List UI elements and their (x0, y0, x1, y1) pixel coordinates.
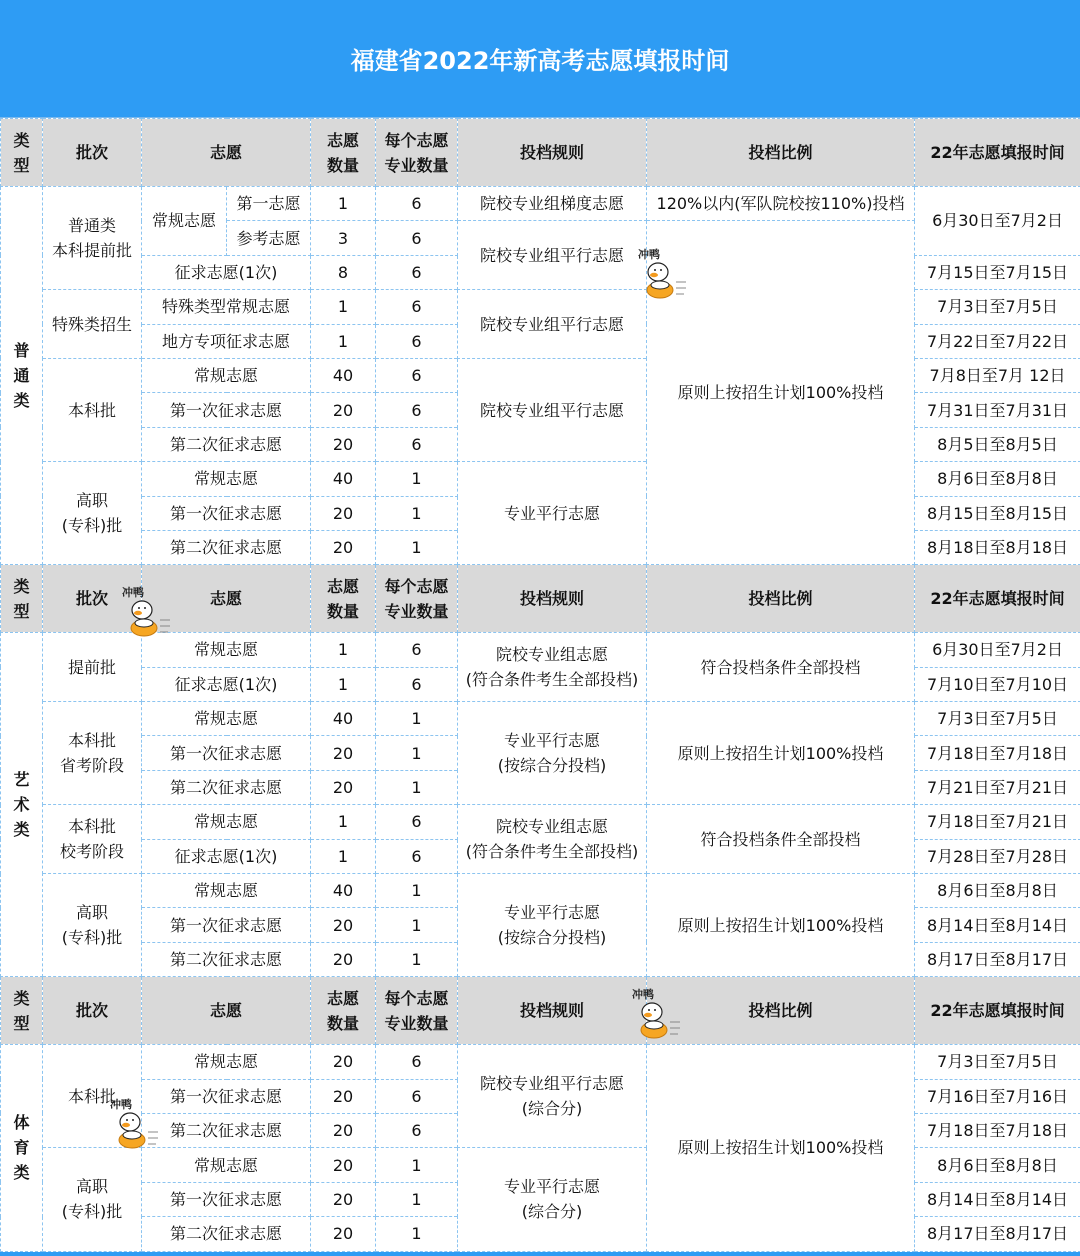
ratio-cell: 符合投档条件全部投档 (647, 805, 915, 874)
header-batch: 批次 (43, 977, 142, 1045)
count-cell: 20 (311, 1182, 376, 1216)
header-ratio: 投档比例 (647, 977, 915, 1045)
ratio-cell: 原则上按招生计划100%投档 (647, 1045, 915, 1251)
batch-cell: 普通类 本科提前批 (43, 187, 142, 290)
count-cell: 20 (311, 427, 376, 461)
time-cell: 6月30日至7月2日 (915, 633, 1080, 667)
table-row (1, 874, 1080, 908)
count-cell: 1 (311, 667, 376, 701)
majors-cell: 1 (376, 874, 458, 908)
rule-cell: 院校专业组平行志愿 (458, 221, 647, 290)
type-cell-putong: 普 通 类 (1, 187, 43, 565)
majors-cell: 6 (376, 667, 458, 701)
time-cell: 7月16日至7月16日 (915, 1079, 1080, 1113)
header-volunteer: 志愿 (142, 977, 311, 1045)
volunteer-cell: 第一次征求志愿 (142, 496, 311, 530)
time-cell: 8月6日至8月8日 (915, 462, 1080, 496)
table-row (1, 462, 1080, 496)
time-cell: 8月15日至8月15日 (915, 496, 1080, 530)
volunteer-cell: 第二次征求志愿 (142, 530, 311, 564)
majors-cell: 1 (376, 702, 458, 736)
count-cell: 1 (311, 633, 376, 667)
time-cell: 8月17日至8月17日 (915, 942, 1080, 976)
majors-cell: 6 (376, 805, 458, 839)
header-rule: 投档规则 (458, 977, 647, 1045)
ratio-cell: 原则上按招生计划100%投档 (647, 874, 915, 977)
count-cell: 8 (311, 255, 376, 289)
rule-cell: 院校专业组平行志愿 (458, 358, 647, 461)
majors-cell: 6 (376, 221, 458, 255)
ratio-cell: 符合投档条件全部投档 (647, 633, 915, 702)
header-rule: 投档规则 (458, 119, 647, 187)
header-majors: 每个志愿 专业数量 (376, 565, 458, 633)
header-type: 类 型 (1, 977, 43, 1045)
time-cell: 7月18日至7月21日 (915, 805, 1080, 839)
count-cell: 20 (311, 1045, 376, 1079)
table-row (1, 358, 1080, 392)
majors-cell: 6 (376, 358, 458, 392)
volunteer-cell: 参考志愿 (227, 221, 311, 255)
count-cell: 20 (311, 1079, 376, 1113)
count-cell: 20 (311, 736, 376, 770)
time-cell: 7月3日至7月5日 (915, 702, 1080, 736)
header-type: 类 型 (1, 565, 43, 633)
majors-cell: 6 (376, 839, 458, 873)
table-row (1, 805, 1080, 839)
count-cell: 20 (311, 942, 376, 976)
batch-cell: 高职 (专科)批 (43, 462, 142, 565)
header-type: 类 型 (1, 119, 43, 187)
volunteer-cell: 第二次征求志愿 (142, 1217, 311, 1251)
majors-cell: 1 (376, 530, 458, 564)
volunteer-cell: 征求志愿(1次) (142, 839, 311, 873)
time-cell: 7月18日至7月18日 (915, 736, 1080, 770)
majors-cell: 6 (376, 187, 458, 221)
majors-cell: 6 (376, 324, 458, 358)
time-cell: 7月28日至7月28日 (915, 839, 1080, 873)
time-cell: 7月18日至7月18日 (915, 1113, 1080, 1147)
svg-text:冲鸭: 冲鸭 (632, 988, 654, 1001)
volunteer-cell: 征求志愿(1次) (142, 667, 311, 701)
time-cell: 7月15日至7月15日 (915, 255, 1080, 289)
table-row (1, 187, 1080, 221)
count-cell: 20 (311, 908, 376, 942)
batch-cell: 本科批 校考阶段 (43, 805, 142, 874)
count-cell: 40 (311, 874, 376, 908)
volunteer-cell: 常规志愿 (142, 462, 311, 496)
volunteer-cell: 常规志愿 (142, 358, 311, 392)
volunteer-cell: 常规志愿 (142, 1045, 311, 1079)
table-row (1, 702, 1080, 736)
time-cell: 8月6日至8月8日 (915, 874, 1080, 908)
batch-cell: 高职 (专科)批 (43, 1148, 142, 1251)
volunteer-group-cell: 常规志愿 (142, 187, 227, 256)
rule-cell: 专业平行志愿 (按综合分投档) (458, 702, 647, 805)
header-count: 志愿 数量 (311, 119, 376, 187)
volunteer-cell: 第一次征求志愿 (142, 1182, 311, 1216)
table-row (1, 1148, 1080, 1182)
time-cell: 8月17日至8月17日 (915, 1217, 1080, 1251)
ratio-cell: 120%以内(军队院校按110%)投档 (647, 187, 915, 221)
majors-cell: 1 (376, 942, 458, 976)
count-cell: 20 (311, 1217, 376, 1251)
count-cell: 1 (311, 839, 376, 873)
time-cell: 8月14日至8月14日 (915, 908, 1080, 942)
time-cell: 8月6日至8月8日 (915, 1148, 1080, 1182)
count-cell: 20 (311, 1148, 376, 1182)
header-count: 志愿 数量 (311, 977, 376, 1045)
svg-text:冲鸭: 冲鸭 (638, 248, 660, 261)
volunteer-cell: 第一次征求志愿 (142, 393, 311, 427)
majors-cell: 6 (376, 393, 458, 427)
header-time: 22年志愿填报时间 (915, 565, 1080, 633)
majors-cell: 1 (376, 908, 458, 942)
ratio-cell: 原则上按招生计划100%投档 (647, 221, 915, 565)
volunteer-cell: 第二次征求志愿 (142, 1113, 311, 1147)
ratio-cell: 原则上按招生计划100%投档 (647, 702, 915, 805)
volunteer-cell: 第二次征求志愿 (142, 770, 311, 804)
volunteer-cell: 常规志愿 (142, 805, 311, 839)
time-cell: 6月30日至7月2日 (915, 187, 1080, 256)
header-rule: 投档规则 (458, 565, 647, 633)
count-cell: 40 (311, 462, 376, 496)
time-cell: 8月18日至8月18日 (915, 530, 1080, 564)
majors-cell: 1 (376, 496, 458, 530)
time-cell: 7月10日至7月10日 (915, 667, 1080, 701)
volunteer-cell: 地方专项征求志愿 (142, 324, 311, 358)
volunteer-cell: 常规志愿 (142, 1148, 311, 1182)
majors-cell: 1 (376, 1182, 458, 1216)
header-batch: 批次 (43, 119, 142, 187)
header-volunteer: 志愿 (142, 565, 311, 633)
header-majors: 每个志愿 专业数量 (376, 119, 458, 187)
majors-cell: 6 (376, 290, 458, 324)
majors-cell: 6 (376, 1045, 458, 1079)
rule-cell: 院校专业组志愿 (符合条件考生全部投档) (458, 805, 647, 874)
count-cell: 20 (311, 393, 376, 427)
bottom-border (0, 1252, 1080, 1256)
volunteer-cell: 第一次征求志愿 (142, 908, 311, 942)
table-row (1, 290, 1080, 324)
header-batch: 批次 (43, 565, 142, 633)
majors-cell: 1 (376, 462, 458, 496)
time-cell: 7月21日至7月21日 (915, 770, 1080, 804)
volunteer-cell: 常规志愿 (142, 702, 311, 736)
header-ratio: 投档比例 (647, 565, 915, 633)
count-cell: 3 (311, 221, 376, 255)
volunteer-cell: 第一次征求志愿 (142, 736, 311, 770)
batch-cell: 本科批 (43, 358, 142, 461)
table-header-row (1, 119, 1080, 187)
time-cell: 7月3日至7月5日 (915, 290, 1080, 324)
majors-cell: 6 (376, 1079, 458, 1113)
volunteer-cell: 第二次征求志愿 (142, 427, 311, 461)
count-cell: 20 (311, 496, 376, 530)
type-cell-tiyu: 体 育 类 (1, 1045, 43, 1251)
batch-cell: 本科批 (43, 1045, 142, 1148)
header-count: 志愿 数量 (311, 565, 376, 633)
count-cell: 1 (311, 290, 376, 324)
batch-cell: 特殊类招生 (43, 290, 142, 359)
type-cell-yishu: 艺 术 类 (1, 633, 43, 977)
volunteer-cell: 征求志愿(1次) (142, 255, 311, 289)
majors-cell: 1 (376, 736, 458, 770)
majors-cell: 6 (376, 427, 458, 461)
time-cell: 7月22日至7月22日 (915, 324, 1080, 358)
table-row (1, 1045, 1080, 1079)
volunteer-cell: 第一志愿 (227, 187, 311, 221)
rule-cell: 院校专业组志愿 (符合条件考生全部投档) (458, 633, 647, 702)
majors-cell: 1 (376, 1148, 458, 1182)
header-time: 22年志愿填报时间 (915, 119, 1080, 187)
count-cell: 1 (311, 805, 376, 839)
majors-cell: 1 (376, 770, 458, 804)
count-cell: 1 (311, 324, 376, 358)
batch-cell: 提前批 (43, 633, 142, 702)
volunteer-cell: 常规志愿 (142, 633, 311, 667)
svg-text:冲鸭: 冲鸭 (122, 586, 144, 599)
count-cell: 20 (311, 530, 376, 564)
header-ratio: 投档比例 (647, 119, 915, 187)
majors-cell: 1 (376, 1217, 458, 1251)
count-cell: 40 (311, 702, 376, 736)
table-row (1, 633, 1080, 667)
batch-cell: 高职 (专科)批 (43, 874, 142, 977)
volunteer-cell: 常规志愿 (142, 874, 311, 908)
rule-cell: 专业平行志愿 (综合分) (458, 1148, 647, 1251)
table-header-row (1, 565, 1080, 633)
majors-cell: 6 (376, 633, 458, 667)
header-time: 22年志愿填报时间 (915, 977, 1080, 1045)
header-volunteer: 志愿 (142, 119, 311, 187)
count-cell: 1 (311, 187, 376, 221)
header-majors: 每个志愿 专业数量 (376, 977, 458, 1045)
page-title: 福建省2022年新高考志愿填报时间 (0, 0, 1080, 118)
majors-cell: 6 (376, 255, 458, 289)
rule-cell: 院校专业组平行志愿 (458, 290, 647, 359)
rule-cell: 院校专业组梯度志愿 (458, 187, 647, 221)
time-cell: 7月31日至7月31日 (915, 393, 1080, 427)
volunteer-cell: 特殊类型常规志愿 (142, 290, 311, 324)
rule-cell: 专业平行志愿 (458, 462, 647, 565)
time-cell: 8月5日至8月5日 (915, 427, 1080, 461)
batch-cell: 本科批 省考阶段 (43, 702, 142, 805)
volunteer-cell: 第二次征求志愿 (142, 942, 311, 976)
count-cell: 20 (311, 1113, 376, 1147)
time-cell: 8月14日至8月14日 (915, 1182, 1080, 1216)
count-cell: 20 (311, 770, 376, 804)
rule-cell: 院校专业组平行志愿 (综合分) (458, 1045, 647, 1148)
table-header-row (1, 977, 1080, 1045)
rule-cell: 专业平行志愿 (按综合分投档) (458, 874, 647, 977)
majors-cell: 6 (376, 1113, 458, 1147)
svg-text:冲鸭: 冲鸭 (110, 1098, 132, 1111)
time-cell: 7月8日至7月 12日 (915, 358, 1080, 392)
time-cell: 7月3日至7月5日 (915, 1045, 1080, 1079)
count-cell: 40 (311, 358, 376, 392)
volunteer-cell: 第一次征求志愿 (142, 1079, 311, 1113)
schedule-table (0, 118, 1080, 1252)
